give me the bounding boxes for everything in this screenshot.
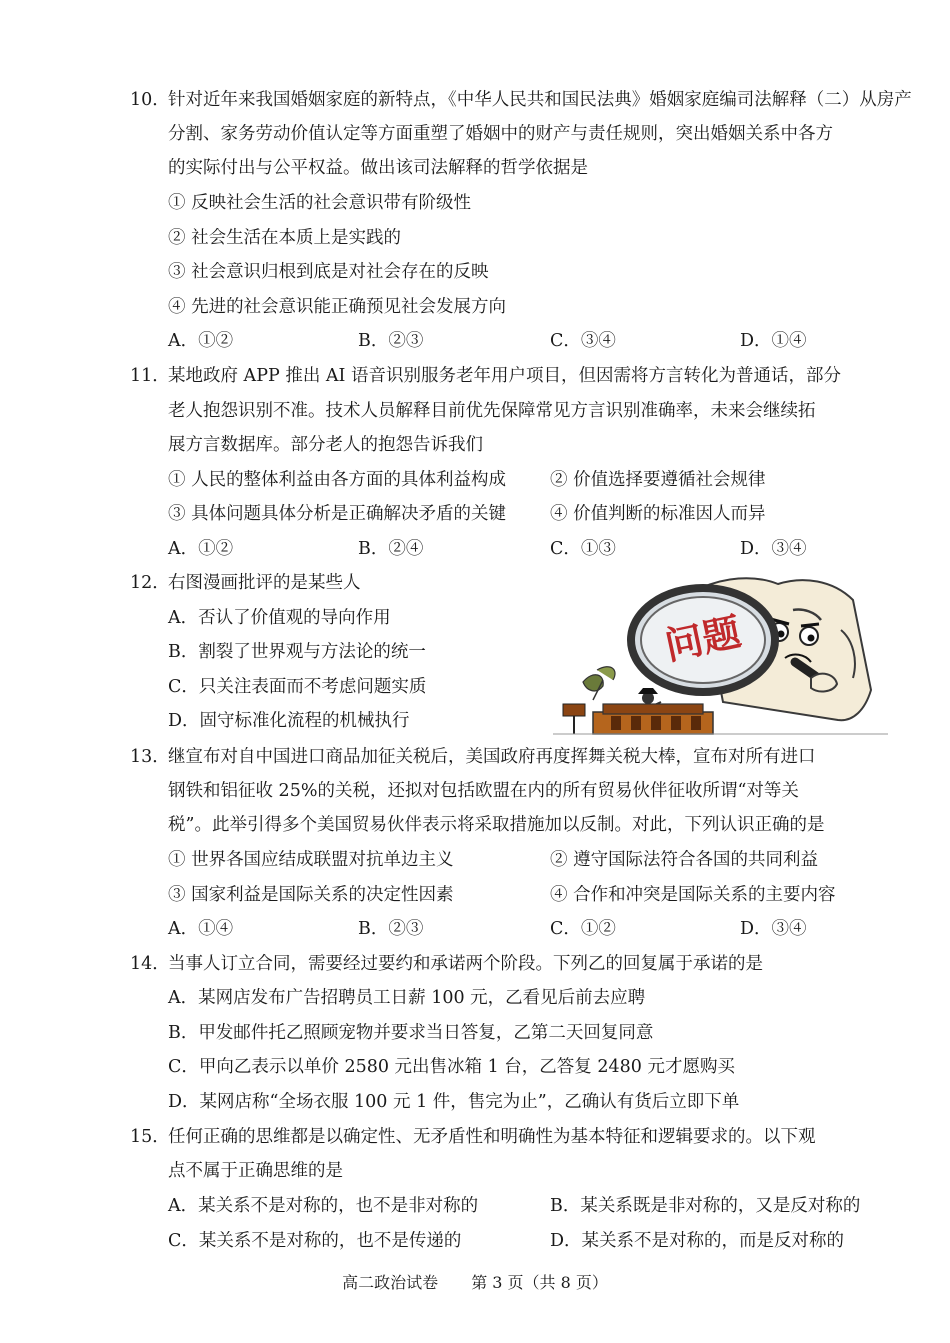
q15-stem-line2: 点不属于正确思维的是	[168, 1161, 343, 1181]
q13-choice-c: C．①②	[550, 919, 616, 939]
q13-item-2: ② 遵守国际法符合各国的共同利益	[550, 850, 819, 870]
q14-number: 14．	[130, 954, 170, 974]
q13-stem-line3: 税”。此举引得多个美国贸易伙伴表示将采取措施加以反制。对此，下列认识正确的是	[168, 815, 825, 835]
q11-item-2: ② 价值选择要遵循社会规律	[550, 470, 766, 490]
q13-item-3: ③ 国家利益是国际关系的决定性因素	[168, 885, 454, 905]
q10-choice-d: D．①④	[740, 331, 807, 351]
q10-item-4: ④ 先进的社会意识能正确预见社会发展方向	[168, 297, 507, 317]
q14-option-d: D．某网店称“全场衣服 100 元 1 件，售完为止”，乙确认有货后立即下单	[168, 1092, 740, 1112]
q15-option-a: A．某关系不是对称的，也不是非对称的	[168, 1196, 479, 1216]
q11-item-4: ④ 价值判断的标准因人而异	[550, 504, 766, 524]
q15-option-c: C．某关系不是对称的，也不是传递的	[168, 1231, 462, 1251]
q13-item-1: ① 世界各国应结成联盟对抗单边主义	[168, 850, 454, 870]
q11-choice-b: B．②④	[358, 539, 424, 559]
q12-option-a: A．否认了价值观的导向作用	[168, 608, 391, 628]
plant-icon	[583, 667, 615, 700]
q11-stem-line2: 老人抱怨识别不准。技术人员解释目前优先保障常见方言识别准确率，未来会继续拓	[168, 401, 816, 421]
q12-number: 12．	[130, 573, 170, 593]
footer-title: 高二政治试卷	[342, 1273, 439, 1292]
q13-choice-a: A．①④	[168, 919, 234, 939]
q12-option-b: B．割裂了世界观与方法论的统一	[168, 642, 426, 662]
q11-choice-c: C．①③	[550, 539, 616, 559]
q11-choice-d: D．③④	[740, 539, 807, 559]
q12-stem: 右图漫画批评的是某些人	[168, 573, 361, 593]
q15-number: 15．	[130, 1127, 170, 1147]
q11-number: 11．	[130, 366, 170, 386]
q14-stem: 当事人订立合同，需要经过要约和承诺两个阶段。下列乙的回复属于承诺的是	[168, 954, 763, 974]
q10-stem-line3: 的实际付出与公平权益。做出该司法解释的哲学依据是	[168, 158, 588, 178]
footer-page-number: 第 3 页（共 8 页）	[471, 1273, 608, 1292]
q10-item-3: ③ 社会意识归根到底是对社会存在的反映	[168, 262, 489, 282]
cartoon-illustration	[553, 570, 888, 736]
page-footer	[0, 1270, 950, 1293]
q10-item-1: ① 反映社会生活的社会意识带有阶级性	[168, 193, 472, 213]
q11-choice-a: A．①②	[168, 539, 234, 559]
q10-item-2: ② 社会生活在本质上是实践的	[168, 228, 402, 248]
q11-stem-line3: 展方言数据库。部分老人的抱怨告诉我们	[168, 435, 483, 455]
q13-choice-b: B．②③	[358, 919, 424, 939]
q10-stem-line1: 针对近年来我国婚姻家庭的新特点，《中华人民共和国民法典》婚姻家庭编司法解释（二）从房产	[168, 90, 912, 110]
q13-item-4: ④ 合作和冲突是国际关系的主要内容	[550, 885, 836, 905]
q12-option-d: D．固守标准化流程的机械执行	[168, 711, 410, 731]
q13-number: 13．	[130, 747, 170, 767]
q12-option-c: C．只关注表面而不考虑问题实质	[168, 677, 427, 697]
q10-choice-a: A．①②	[168, 331, 234, 351]
q14-option-a: A．某网店发布广告招聘员工日薪 100 元，乙看见后前去应聘	[168, 988, 646, 1008]
q15-option-d: D．某关系不是对称的，而是反对称的	[550, 1231, 845, 1251]
signpost-icon	[563, 704, 585, 734]
q10-stem-line2: 分割、家务劳动价值认定等方面重塑了婚姻中的财产与责任规则，突出婚姻关系中各方	[168, 124, 833, 144]
q11-stem-line1: 某地政府 APP 推出 AI 语音识别服务老年用户项目，但因需将方言转化为普通话，部分	[168, 366, 841, 386]
q11-item-3: ③ 具体问题具体分析是正确解决矛盾的关键	[168, 504, 507, 524]
q10-choice-c: C．③④	[550, 331, 616, 351]
q10-number: 10．	[130, 90, 170, 110]
q13-stem-line1: 继宣布对自中国进口商品加征关税后，美国政府再度挥舞关税大棒，宣布对所有进口	[168, 747, 816, 767]
q13-stem-line2: 钢铁和铝征收 25%的关税，还拟对包括欧盟在内的所有贸易伙伴征收所谓“对等关	[168, 781, 799, 801]
q14-option-c: C．甲向乙表示以单价 2580 元出售冰箱 1 台，乙答复 2480 元才愿购买	[168, 1057, 735, 1077]
q14-option-b: B．甲发邮件托乙照顾宠物并要求当日答复，乙第二天回复同意	[168, 1023, 654, 1043]
q11-item-1: ① 人民的整体利益由各方面的具体利益构成	[168, 470, 507, 490]
cartoon-text: 问题	[661, 609, 745, 669]
q13-choice-d: D．③④	[740, 919, 807, 939]
brick-wall-icon	[593, 704, 713, 734]
q15-stem-line1: 任何正确的思维都是以确定性、无矛盾性和明确性为基本特征和逻辑要求的。以下观	[168, 1127, 816, 1147]
q10-choice-b: B．②③	[358, 331, 424, 351]
q15-option-b: B．某关系既是非对称的，又是反对称的	[550, 1196, 861, 1216]
